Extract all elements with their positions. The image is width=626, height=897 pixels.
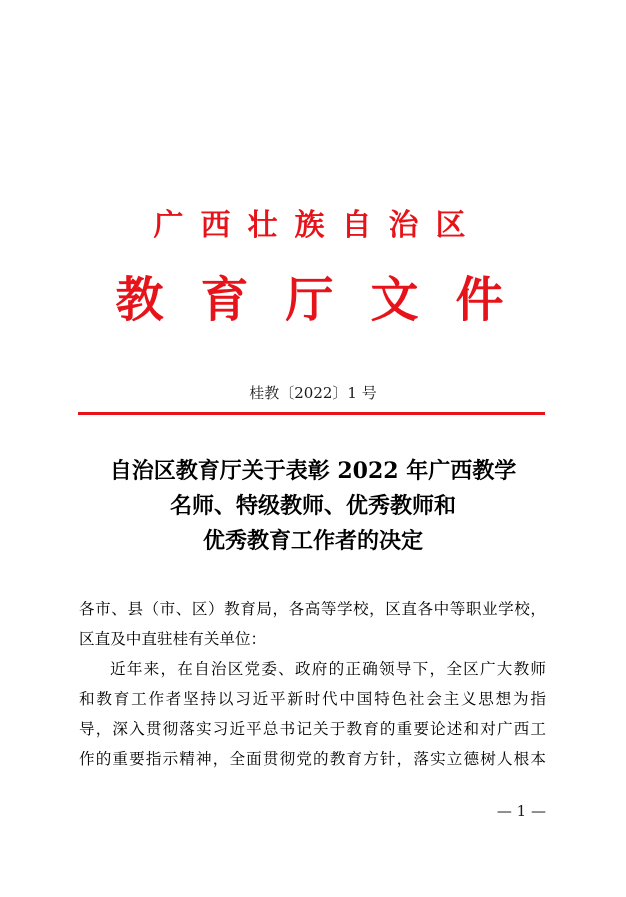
document-title bbox=[0, 454, 626, 559]
title-line: 自治区教育厅关于表彰 2022 年广西教学 bbox=[109, 458, 517, 484]
salutation-line: 各市、县（市、区）教育局，各高等学校，区直各中等职业学校， bbox=[79, 600, 546, 618]
paragraph-line: 和教育工作者坚持以习近平新时代中国特色社会主义思想为指 bbox=[79, 690, 546, 708]
paragraph-line: 导，深入贯彻落实习近平总书记关于教育的重要论述和对广西工 bbox=[79, 720, 546, 738]
document-body bbox=[79, 594, 546, 774]
issuing-organization-header: 广西壮族自治区 bbox=[153, 208, 483, 243]
paragraph-line: 作的重要指示精神，全面贯彻党的教育方针，落实立德树人根本 bbox=[79, 750, 546, 768]
document-number: 桂教〔2022〕1 号 bbox=[249, 384, 377, 402]
title-line: 名师、特级教师、优秀教师和 bbox=[169, 493, 456, 519]
title-line: 优秀教育工作者的决定 bbox=[202, 528, 423, 554]
red-separator-line bbox=[78, 412, 545, 415]
page-number: — 1 — bbox=[496, 802, 546, 820]
document-type-header: 教育厅文件 bbox=[115, 272, 541, 328]
salutation-line: 区直及中直驻桂有关单位： bbox=[79, 630, 267, 648]
paragraph-line: 近年来，在自治区党委、政府的正确领导下，全区广大教师 bbox=[110, 660, 546, 678]
